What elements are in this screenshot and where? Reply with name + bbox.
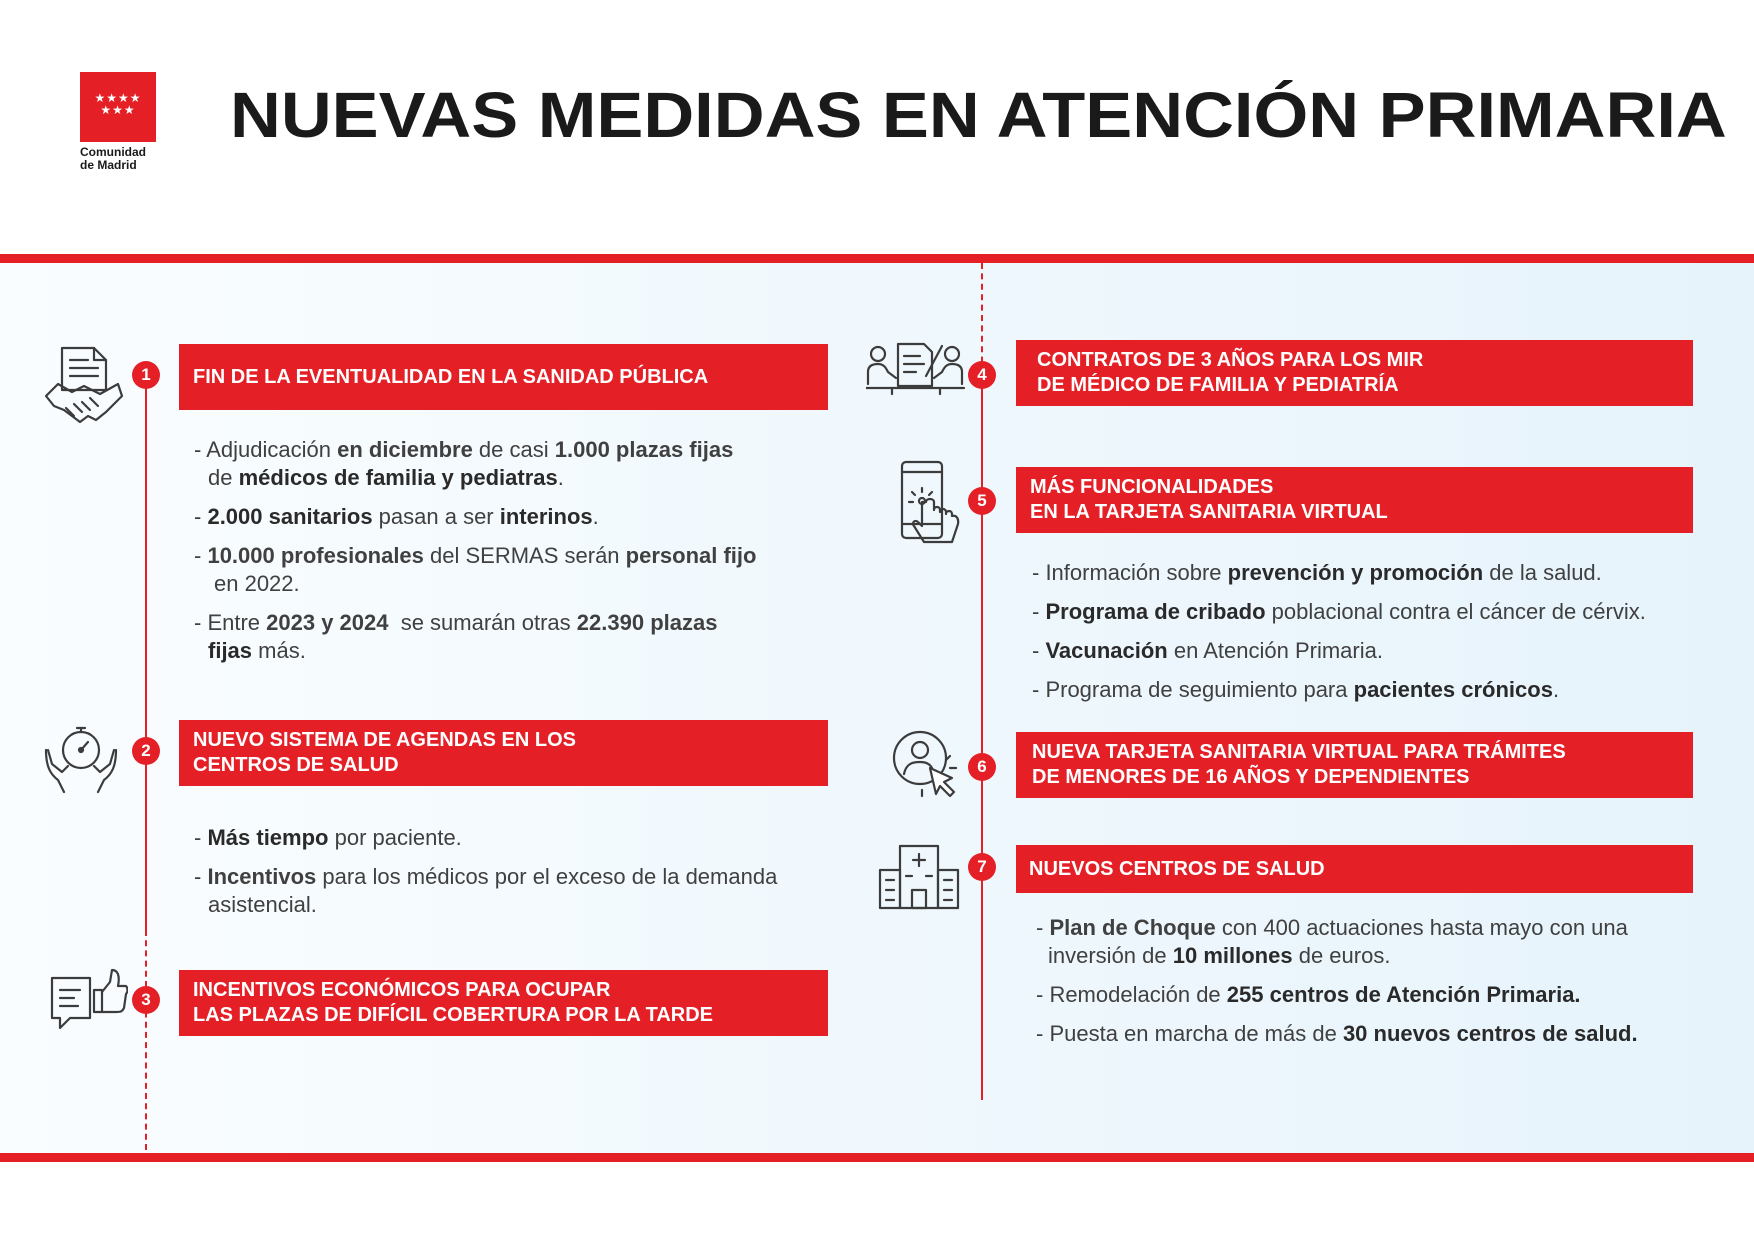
section-1-title: FIN DE LA EVENTUALIDAD EN LA SANIDAD PÚBLICA [193,365,709,388]
section-4-number: 4 [968,361,996,389]
section-5-number: 5 [968,487,996,515]
section-5-list [1032,559,1732,715]
section-4-title-line2: DE MÉDICO DE FAMILIA Y PEDIATRÍA [1037,374,1399,396]
list-item: - Información sobre prevención y promoción de la salud. [1032,560,1602,585]
section-4-header [1016,340,1693,406]
list-item: - Incentivos para los médicos por el exceso de la demanda [194,864,778,889]
section-2-title-line1: NUEVO SISTEMA DE AGENDAS EN LOS [193,729,577,751]
section-2-number: 2 [132,737,160,765]
section-6-title-line1: NUEVA TARJETA SANITARIA VIRTUAL PARA TRÁMITES [1032,741,1566,763]
section-5-header [1016,467,1693,533]
right-timeline-dashed [981,263,983,373]
top-divider [0,254,1754,263]
stopwatch-hands-icon [42,720,120,794]
list-item: - Adjudicación en diciembre de casi 1.000 plazas fijas [194,437,734,462]
list-item: - Entre 2023 y 2024 se sumarán otras 22.390 plazas [194,610,718,635]
section-2-title-line2: CENTROS DE SALUD [193,754,399,776]
logo-line1: Comunidad [80,145,146,159]
section-7-title: NUEVOS CENTROS DE SALUD [1029,857,1325,880]
section-3-header [179,970,828,1036]
section-3-title-line1: INCENTIVOS ECONÓMICOS PARA OCUPAR [193,979,611,1001]
section-5-title-line1: MÁS FUNCIONALIDADES [1030,476,1274,498]
bottom-divider [0,1153,1754,1162]
smartphone-touch-icon [898,460,964,552]
comunidad-de-madrid-logo [80,72,156,172]
logo-stars: ★★★★ ★★★ [94,91,142,117]
list-item: de médicos de familia y pediatras. [208,465,564,490]
section-1-number: 1 [132,361,160,389]
section-2-header [179,720,828,786]
page-title: NUEVAS MEDIDAS EN ATENCIÓN PRIMARIA [230,79,1727,151]
user-cursor-icon [890,728,960,798]
list-item: fijas más. [208,638,306,663]
left-timeline-dashed [145,930,147,1150]
section-6-header [1016,732,1693,798]
section-4-title-line1: CONTRATOS DE 3 AÑOS PARA LOS MIR [1037,349,1424,371]
list-item: - Programa de seguimiento para pacientes crónicos. [1032,677,1560,702]
section-1-header [179,344,828,410]
section-7-number: 7 [968,853,996,881]
list-item: - Remodelación de 255 centros de Atención Primaria. [1036,982,1581,1007]
list-item: - 2.000 sanitarios pasan a ser interinos. [194,504,599,529]
list-item: asistencial. [208,892,317,917]
health-center-building-icon [878,842,960,910]
section-5-title-line2: EN LA TARJETA SANITARIA VIRTUAL [1030,501,1388,523]
section-3-title-line2: LAS PLAZAS DE DIFÍCIL COBERTURA POR LA TARDE [193,1004,713,1026]
section-6-number: 6 [968,753,996,781]
list-item: - 10.000 profesionales del SERMAS serán personal fijo [194,543,757,568]
contract-meeting-icon [866,340,966,396]
list-item: - Vacunación en Atención Primaria. [1032,638,1383,663]
list-item: - Puesta en marcha de más de 30 nuevos centros de salud. [1036,1021,1638,1046]
section-2-list [194,824,834,930]
handshake-document-icon [44,344,124,430]
logo-flag [80,72,156,142]
section-7-list [1036,914,1736,1059]
section-3-number: 3 [132,986,160,1014]
list-item: - Programa de cribado poblacional contra el cáncer de cérvix. [1032,599,1646,624]
logo-text [80,146,156,172]
right-timeline-solid [981,373,983,1100]
section-6-title-line2: DE MENORES DE 16 AÑOS Y DEPENDIENTES [1032,766,1470,788]
left-timeline-solid [145,375,147,930]
thumbs-up-chat-icon [48,968,128,1044]
list-item: inversión de 10 millones de euros. [1048,943,1391,968]
list-item: - Más tiempo por paciente. [194,825,462,850]
list-item: - Plan de Choque con 400 actuaciones hasta mayo con una [1036,915,1628,940]
section-7-header [1016,845,1693,893]
list-item: en 2022. [214,571,300,596]
logo-line2: de Madrid [80,158,137,172]
section-1-list [194,436,834,676]
